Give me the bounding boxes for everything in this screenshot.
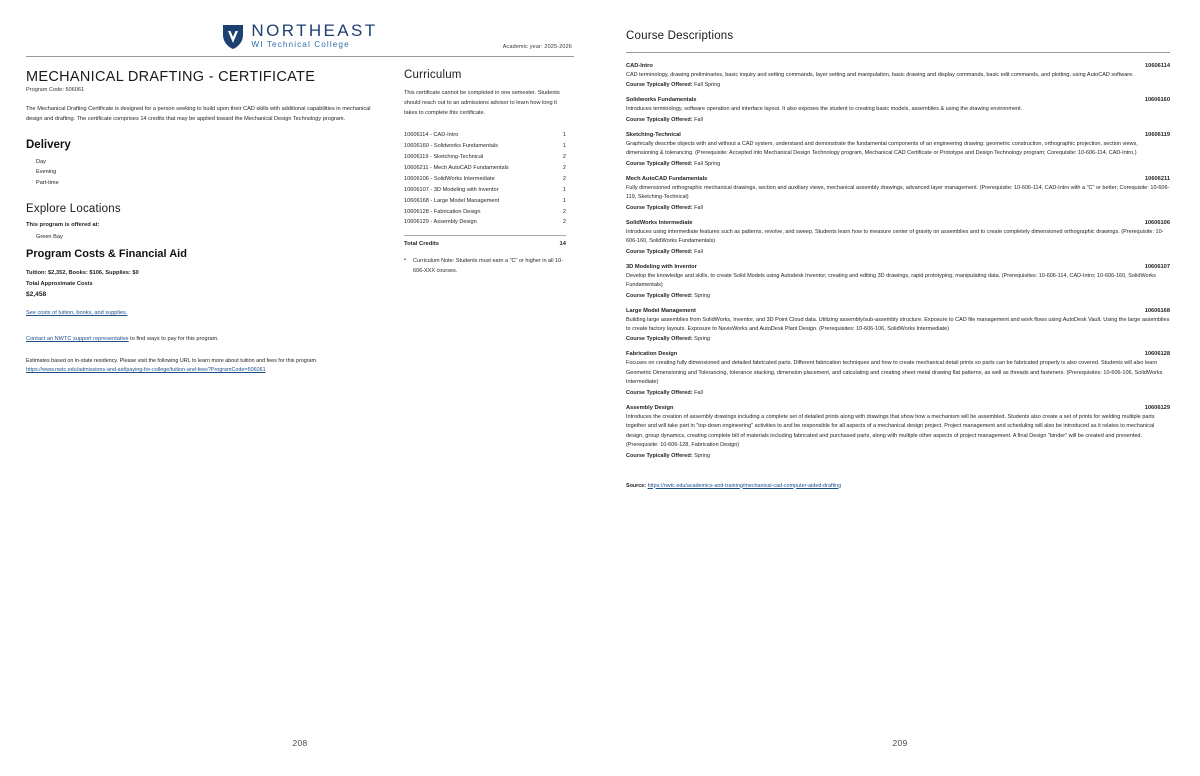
course-description: Building large assemblies from SolidWorks, Inventor, and 3D Point Cloud data. Utilizing assembly/sub-assembly structure. Exposure to CAD file management and work flows using AutoDesk Vault. Using the large assemblies to create factory layouts. Exposure to NavisWorks and AutoDesk Plant Design. (Prerequisites: 10-606-106, SolidWorks Intermediate) bbox=[626, 316, 1170, 332]
offered-label: Course Typically Offered: bbox=[626, 292, 693, 299]
table-row bbox=[404, 163, 566, 174]
course-name: SolidWorks Intermediate bbox=[626, 219, 693, 226]
page-title: MECHANICAL DRAFTING - CERTIFICATE bbox=[26, 69, 316, 85]
offered-label: Course Typically Offered: bbox=[626, 116, 693, 123]
offered-label: Course Typically Offered: bbox=[626, 204, 693, 211]
course-code: 10606106 bbox=[1144, 219, 1170, 226]
course-label: 10606107 - 3D Modeling with Inventor bbox=[404, 186, 499, 193]
tuition-fees-url[interactable]: https://www.nwtc.edu/admissions-and-aid/paying-for-college/tuition-and-fees?ProgramCode=506061 bbox=[26, 367, 266, 374]
offered-value: Fall bbox=[694, 389, 703, 396]
course-code: 10606114 bbox=[1145, 63, 1170, 69]
offered-label: Course Typically Offered: bbox=[626, 336, 693, 343]
course-label: 10606128 - Fabrication Design bbox=[404, 208, 481, 215]
offered-value: Fall bbox=[694, 248, 703, 255]
course-entry bbox=[626, 405, 1170, 459]
table-row bbox=[404, 217, 566, 228]
course-name: 3D Modeling with Inventor bbox=[626, 263, 697, 270]
shield-logo-icon bbox=[222, 24, 244, 50]
program-main-column bbox=[26, 69, 378, 376]
course-description: CAD terminology, drawing preliminaries, basic inquiry and setting commands, layer setting and manipulation, basic drawing and display commands, basic edit commands, and plotting, using AutoCAD software. bbox=[626, 72, 1134, 78]
offered-value: Fall Spring bbox=[694, 82, 721, 89]
academic-year: Academic year: 2025-2026 bbox=[502, 44, 572, 50]
locations-offered-label: This program is offered at: bbox=[26, 222, 100, 229]
source-url[interactable]: https://nwtc.edu/academics-and-training/mechanical-cad-computer-aided-drafting bbox=[647, 482, 842, 489]
total-credits-value: 14 bbox=[559, 241, 566, 248]
page-number-right: 209 bbox=[892, 738, 908, 748]
course-name: Sketching-Technical bbox=[626, 131, 681, 138]
course-label: 10606129 - Assembly Design bbox=[404, 219, 477, 226]
course-descriptions-heading: Course Descriptions bbox=[626, 30, 734, 42]
tuition-line: Tuition: $2,352, Books: $106, Supplies: $0 bbox=[26, 270, 139, 277]
course-name: Large Model Management bbox=[626, 307, 696, 314]
costs-heading: Program Costs & Financial Aid bbox=[26, 248, 187, 261]
costs-link[interactable]: See costs of tuition, books, and supplies. bbox=[26, 309, 128, 316]
offered-label: Course Typically Offered: bbox=[626, 160, 693, 167]
course-code: 10606160 bbox=[1144, 97, 1170, 104]
course-description: Graphically describe objects with and without a CAD system, understand and demonstrate the fundamental components of an engineering drawing: geometric construction, orthographic projection, section views, dimensioning & tolerancing. (Prerequisite: Accepted into Mechanical Design Technology program, Mechanical CAD Certificate or Prototype and Design Technology program; Corequisite: 10-606-114, CAD-Intro.) bbox=[626, 140, 1138, 157]
course-description: Focuses on creating fully dimensioned and detailed fabricated parts. Different fabrication techniques and how to create mechanical detail prints so parts can be fabricated properly is also covered. Students will also learn Geometric Dimensioning and Tolerancing, tolerance stacking, dimension placement, and calculating and creating sheet metal drawing flat patterns, as well as threads and fasteners. (Prerequisites: 10-606-106, SolidWorks Intermediate) bbox=[626, 360, 1163, 386]
offered-label: Course Typically Offered: bbox=[626, 82, 693, 89]
table-row bbox=[404, 174, 566, 185]
course-label: 10606119 - Sketching-Technical bbox=[404, 154, 484, 160]
offered-value: Fall bbox=[694, 116, 703, 123]
course-credits: 1 bbox=[562, 143, 566, 150]
table-row bbox=[404, 130, 566, 141]
offered-label: Course Typically Offered: bbox=[626, 389, 693, 396]
course-credits: 1 bbox=[562, 132, 566, 139]
estimate-note-text: Estimates based on in-state residency. Please visit the following URL to learn more about tuition and fees for this program. bbox=[26, 357, 318, 364]
curriculum-course-list bbox=[404, 130, 566, 228]
table-row bbox=[404, 207, 566, 218]
course-description: Fully dimensioned orthographic mechanical drawings, section and auxiliary views, mechanical assembly drawings, advanced layer management. (Prerequisite: 10-606-114, CAD-Intro with a "C" or better; Corequisite: 10-606-119, Sketching-Technical) bbox=[626, 184, 1170, 201]
course-description: Introduces the creation of assembly drawings including a complete set of detailed prints along with drawings that show how a mechanism will be assembled. Students also create a set of prints for welding multiple parts together and will take part in "top-down engineering" activities to and be responsible for all aspects of a mechanical design project. Project management and scheduling will also be introduced as it relates to mechanical design, group dynamics, creating complete bill of materials including fabricated and purchased parts, along with multiple other aspects of project management. A final Design "binder" will be created and presented. (Prerequisite: 10-606-128, Fabrication Design) bbox=[626, 413, 1155, 449]
course-label: 10606211 - Mech AutoCAD Fundamentals bbox=[404, 164, 509, 171]
course-credits: 1 bbox=[562, 186, 566, 193]
course-entry bbox=[626, 132, 1170, 167]
brand-name: NORTHEAST bbox=[251, 21, 378, 40]
course-credits: 2 bbox=[562, 219, 566, 226]
offered-value: Spring bbox=[694, 336, 710, 343]
course-entry bbox=[626, 264, 1170, 299]
course-name: Solidworks Fundamentals bbox=[626, 97, 697, 104]
total-costs-label: Total Approximate Costs bbox=[26, 280, 93, 287]
course-code: 10606211 bbox=[1145, 175, 1170, 182]
course-description: Develop the knowledge and skills, to create Solid Models using Autodesk Inventor; creating and editing 3D drawings, rapid prototyping; manipulating data. (Prerequisites: 10-606-114, CAD-Intro; 10-606-160, SolidWorks Fundamentals) bbox=[626, 272, 1156, 289]
total-credits-label: Total Credits bbox=[404, 241, 439, 248]
course-code: 10606168 bbox=[1144, 307, 1170, 314]
brand-subtitle: WI Technical College bbox=[251, 40, 350, 49]
course-name: Mech AutoCAD Fundamentals bbox=[626, 175, 708, 182]
course-descriptions-divider bbox=[626, 52, 1170, 53]
support-rep-text: to find ways to pay for this program. bbox=[128, 335, 219, 342]
course-name: Fabrication Design bbox=[626, 351, 678, 358]
course-credits: 2 bbox=[562, 175, 566, 182]
curriculum-intro: This certificate cannot be completed in one semester. Students should reach out to an admissions advisor to learn how long it takes to complete this certificate. bbox=[404, 90, 560, 117]
locations-heading: Explore Locations bbox=[26, 203, 121, 216]
total-costs-value: $2,458 bbox=[26, 290, 47, 298]
table-row bbox=[404, 196, 566, 207]
source-label: Source: bbox=[626, 482, 647, 489]
course-entry bbox=[626, 351, 1170, 395]
course-code: 10606128 bbox=[1144, 351, 1170, 358]
list-item: Day bbox=[36, 158, 46, 165]
course-credits: 2 bbox=[562, 164, 566, 171]
course-label: 10606106 - SolidWorks Intermediate bbox=[404, 175, 495, 182]
course-entry bbox=[626, 308, 1170, 343]
course-credits: 2 bbox=[562, 154, 566, 160]
offered-label: Course Typically Offered: bbox=[626, 452, 693, 459]
page-number-left: 208 bbox=[292, 738, 308, 748]
list-item: Evening bbox=[36, 169, 57, 176]
course-code: 10606129 bbox=[1144, 404, 1170, 411]
estimate-note bbox=[26, 357, 378, 376]
total-credits-row bbox=[404, 235, 566, 247]
course-entry bbox=[626, 63, 1170, 88]
delivery-heading: Delivery bbox=[26, 138, 71, 151]
program-intro: The Mechanical Drafting Certificate is designed for a person seeking to build upon their CAD skills with additional capabilities in mechanical design and drafting. The certificate comprises 14 credits that may be applied toward the Mechanical Design Technology program. bbox=[26, 106, 371, 122]
table-row bbox=[404, 185, 566, 196]
offered-value: Spring bbox=[694, 452, 710, 459]
location-item: Green Bay bbox=[36, 234, 63, 241]
offered-label: Course Typically Offered: bbox=[626, 248, 693, 255]
offered-value: Fall bbox=[694, 204, 703, 211]
course-entry bbox=[626, 97, 1170, 122]
course-code: 10606107 bbox=[1144, 263, 1170, 270]
course-label: 10606160 - Solidworks Fundamentals bbox=[404, 143, 498, 150]
support-rep-link[interactable]: Contact an NWTC support representative bbox=[26, 335, 129, 342]
course-name: CAD-Intro bbox=[626, 63, 653, 69]
course-code: 10606119 bbox=[1145, 131, 1170, 138]
course-label: 10606114 - CAD-Intro bbox=[404, 132, 459, 139]
offered-value: Fall Spring bbox=[694, 160, 721, 167]
course-credits: 1 bbox=[562, 197, 566, 204]
program-code: Program Code: 506061 bbox=[26, 87, 85, 93]
course-description: Introduces terminology, software operation and interface layout. It also exposes the student to creating basic models, assemblies & using the drawing environment. bbox=[626, 106, 1023, 113]
curriculum-note: • Curriculum Note: Students must earn a "C" or higher in all 10-606-XXX courses. bbox=[404, 257, 566, 277]
course-description: Introduces using intermediate features such as patterns, revolve, and sweep. Students learn how to measure center of gravity on assemblies and to create completely dimensioned orthographic drawings. (Prerequisite: 10-606-160, SolidWorks Fundamentals) bbox=[626, 228, 1164, 245]
curriculum-heading: Curriculum bbox=[404, 69, 462, 81]
offered-value: Spring bbox=[694, 292, 710, 299]
curriculum-column bbox=[404, 69, 566, 376]
page-right bbox=[600, 0, 1200, 776]
source-line bbox=[626, 483, 1170, 489]
table-row bbox=[404, 141, 566, 152]
course-entry bbox=[626, 220, 1170, 255]
list-item: Part-time bbox=[36, 180, 59, 187]
course-name: Assembly Design bbox=[626, 404, 674, 411]
course-label: 10606168 - Large Model Management bbox=[404, 197, 500, 204]
course-entry bbox=[626, 176, 1170, 211]
course-credits: 2 bbox=[562, 208, 566, 215]
table-row bbox=[404, 152, 566, 163]
delivery-list bbox=[26, 157, 378, 190]
brand-header bbox=[0, 0, 600, 50]
